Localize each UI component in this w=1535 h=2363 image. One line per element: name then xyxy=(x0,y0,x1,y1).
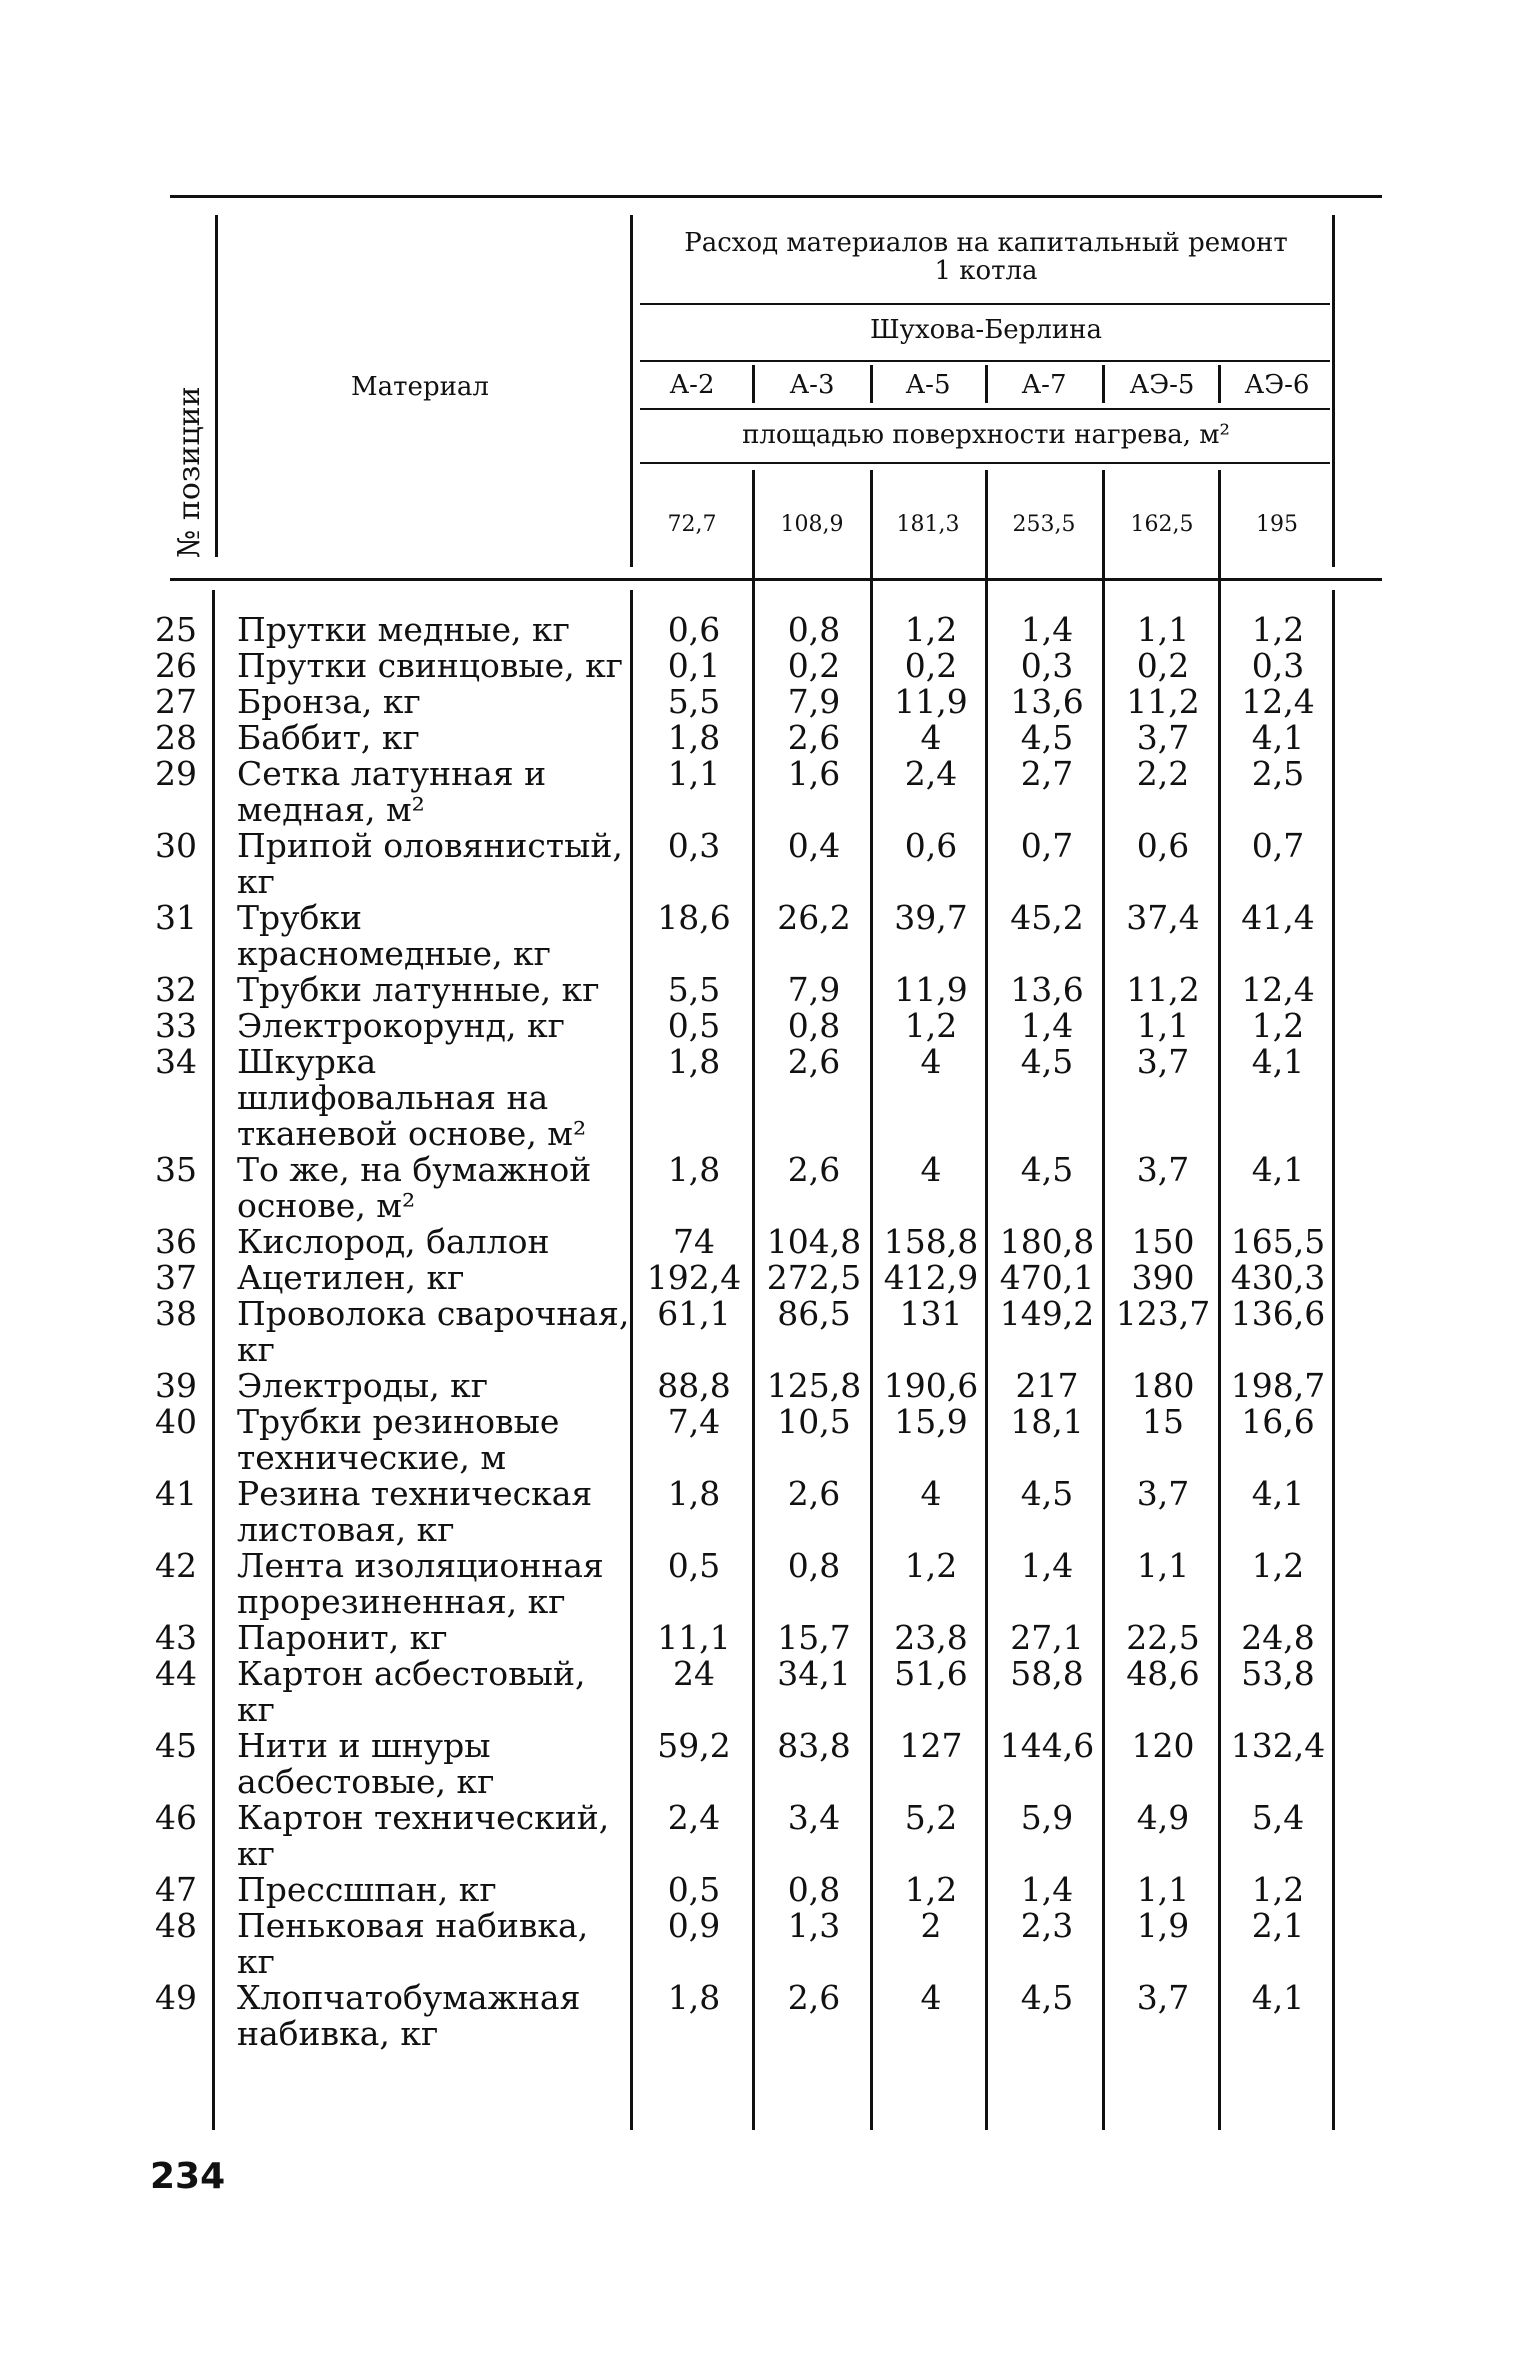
col-divider-position xyxy=(215,215,218,557)
value-cell: 2,3 xyxy=(1020,1906,1074,1945)
value-cell: 7,9 xyxy=(787,682,841,721)
position-number: 35 xyxy=(155,1150,197,1189)
value-cell: 198,7 xyxy=(1230,1366,1326,1405)
value-cell: 18,1 xyxy=(1010,1402,1084,1441)
value-cell: 51,6 xyxy=(894,1654,968,1693)
position-number: 37 xyxy=(155,1258,197,1297)
table-row xyxy=(155,1044,1335,1152)
area-a2: 72,7 xyxy=(667,512,717,537)
value-cell: 190,6 xyxy=(883,1366,979,1405)
material-name: Хлопчатобумажная набивка, кг xyxy=(237,1978,581,2053)
value-cell: 120 xyxy=(1131,1726,1195,1765)
material-name: Трубки латунные, кг xyxy=(237,970,600,1009)
value-cell: 4,1 xyxy=(1251,1474,1305,1513)
value-cell: 3,4 xyxy=(787,1798,841,1837)
material-name: Резина техническая листовая, кг xyxy=(237,1474,593,1549)
value-cell: 2,6 xyxy=(787,1978,841,2017)
value-cell: 0,4 xyxy=(787,826,841,865)
value-cell: 0,5 xyxy=(667,1006,721,1045)
value-cell: 150 xyxy=(1131,1222,1195,1261)
group-rule-1 xyxy=(640,303,1330,305)
value-cell: 0,6 xyxy=(904,826,958,865)
value-cell: 1,2 xyxy=(1251,1006,1305,1045)
material-name: Припой оловянистый, кг xyxy=(237,826,623,901)
material-name: Электроды, кг xyxy=(237,1366,489,1405)
position-number: 41 xyxy=(155,1474,197,1513)
value-cell: 0,6 xyxy=(667,610,721,649)
value-cell: 26,2 xyxy=(777,898,851,937)
value-cell: 1,8 xyxy=(667,1474,721,1513)
header-bottom-rule xyxy=(170,578,1382,581)
group-rule-3 xyxy=(640,408,1330,410)
value-cell: 7,9 xyxy=(787,970,841,1009)
value-cell: 11,2 xyxy=(1126,682,1200,721)
value-cell: 11,9 xyxy=(894,682,968,721)
value-cell: 3,7 xyxy=(1136,718,1190,757)
value-cell: 3,7 xyxy=(1136,1150,1190,1189)
model-ae6: АЭ-6 xyxy=(1244,370,1310,400)
value-cell: 10,5 xyxy=(777,1402,851,1441)
value-cell: 7,4 xyxy=(667,1402,721,1441)
value-cell: 1,4 xyxy=(1020,1546,1074,1585)
value-cell: 0,2 xyxy=(904,646,958,685)
area-ae6: 195 xyxy=(1256,512,1298,537)
value-cell: 3,7 xyxy=(1136,1978,1190,2017)
table-row xyxy=(155,1908,1335,1980)
value-cell: 2 xyxy=(920,1906,942,1945)
table-row xyxy=(155,1548,1335,1620)
area-a7: 253,5 xyxy=(1012,512,1076,537)
table-row xyxy=(155,972,1335,1008)
table-row xyxy=(155,1008,1335,1044)
value-cell: 2,4 xyxy=(904,754,958,793)
position-number: 44 xyxy=(155,1654,197,1693)
value-cell: 15 xyxy=(1142,1402,1184,1441)
value-cell: 13,6 xyxy=(1010,682,1084,721)
group-rule-4 xyxy=(640,462,1330,464)
value-cell: 4,1 xyxy=(1251,1042,1305,1081)
material-name: Бронза, кг xyxy=(237,682,421,721)
value-cell: 4,5 xyxy=(1020,1474,1074,1513)
position-number: 39 xyxy=(155,1366,197,1405)
value-cell: 5,4 xyxy=(1251,1798,1305,1837)
position-column-header: № позиции xyxy=(172,386,207,558)
table-row xyxy=(155,1224,1335,1260)
position-number: 46 xyxy=(155,1798,197,1837)
value-cell: 53,8 xyxy=(1241,1654,1315,1693)
value-cell: 1,1 xyxy=(1136,1546,1190,1585)
material-name: Ацетилен, кг xyxy=(237,1258,465,1297)
value-cell: 104,8 xyxy=(766,1222,862,1261)
value-cell: 24 xyxy=(673,1654,715,1693)
table-row xyxy=(155,1476,1335,1548)
value-cell: 1,4 xyxy=(1020,1870,1074,1909)
value-cell: 2,6 xyxy=(787,1042,841,1081)
value-cell: 136,6 xyxy=(1230,1294,1326,1333)
value-cell: 412,9 xyxy=(883,1258,979,1297)
value-cell: 0,2 xyxy=(787,646,841,685)
value-cell: 45,2 xyxy=(1010,898,1084,937)
value-cell: 61,1 xyxy=(657,1294,731,1333)
value-cell: 1,2 xyxy=(1251,1546,1305,1585)
material-name: Нити и шнуры асбестовые, кг xyxy=(237,1726,495,1801)
value-cell: 59,2 xyxy=(657,1726,731,1765)
value-cell: 12,4 xyxy=(1241,970,1315,1009)
material-name: Картон технический, кг xyxy=(237,1798,610,1873)
table-row xyxy=(155,1728,1335,1800)
value-cell: 22,5 xyxy=(1126,1618,1200,1657)
value-cell: 5,2 xyxy=(904,1798,958,1837)
value-cell: 2,6 xyxy=(787,1150,841,1189)
materials-table-body xyxy=(155,612,1335,2052)
value-cell: 0,7 xyxy=(1251,826,1305,865)
value-cell: 4,5 xyxy=(1020,1978,1074,2017)
value-cell: 2,6 xyxy=(787,1474,841,1513)
value-cell: 2,5 xyxy=(1251,754,1305,793)
value-cell: 1,9 xyxy=(1136,1906,1190,1945)
material-name: Баббит, кг xyxy=(237,718,420,757)
table-row xyxy=(155,684,1335,720)
boiler-type-title: Шухова-Берлина xyxy=(869,315,1103,345)
table-row xyxy=(155,1656,1335,1728)
value-cell: 390 xyxy=(1131,1258,1195,1297)
position-number: 29 xyxy=(155,754,197,793)
table-row xyxy=(155,756,1335,828)
position-number: 34 xyxy=(155,1042,197,1081)
table-row xyxy=(155,1800,1335,1872)
value-cell: 217 xyxy=(1015,1366,1079,1405)
area-a3: 108,9 xyxy=(780,512,844,537)
value-cell: 12,4 xyxy=(1241,682,1315,721)
materials-table xyxy=(155,612,1335,2052)
col-divider-material xyxy=(630,215,633,567)
position-number: 28 xyxy=(155,718,197,757)
material-name: Паронит, кг xyxy=(237,1618,448,1657)
value-cell: 88,8 xyxy=(657,1366,731,1405)
material-name: Кислород, баллон xyxy=(237,1222,550,1261)
value-cell: 1,2 xyxy=(1251,1870,1305,1909)
area-ae5: 162,5 xyxy=(1130,512,1194,537)
value-cell: 16,6 xyxy=(1241,1402,1315,1441)
value-cell: 0,5 xyxy=(667,1546,721,1585)
value-cell: 158,8 xyxy=(883,1222,979,1261)
group-title-line2: 1 котла xyxy=(934,256,1038,286)
model-a7: А-7 xyxy=(1021,370,1067,400)
value-cell: 5,9 xyxy=(1020,1798,1074,1837)
value-cell: 1,2 xyxy=(1251,610,1305,649)
table-row xyxy=(155,612,1335,648)
value-cell: 149,2 xyxy=(999,1294,1095,1333)
value-cell: 1,2 xyxy=(904,1870,958,1909)
value-cell: 2,7 xyxy=(1020,754,1074,793)
value-cell: 430,3 xyxy=(1230,1258,1326,1297)
value-cell: 1,3 xyxy=(787,1906,841,1945)
value-cell: 0,7 xyxy=(1020,826,1074,865)
value-cell: 1,2 xyxy=(904,1006,958,1045)
page-number: 234 xyxy=(150,2156,226,2197)
material-name: Сетка латунная и медная, м² xyxy=(237,754,547,829)
value-cell: 165,5 xyxy=(1230,1222,1326,1261)
value-cell: 86,5 xyxy=(777,1294,851,1333)
table-row xyxy=(155,1872,1335,1908)
value-cell: 34,1 xyxy=(777,1654,851,1693)
value-cell: 5,5 xyxy=(667,682,721,721)
position-number: 48 xyxy=(155,1906,197,1945)
value-cell: 5,5 xyxy=(667,970,721,1009)
value-cell: 144,6 xyxy=(999,1726,1095,1765)
value-cell: 4 xyxy=(920,718,942,757)
model-a2: А-2 xyxy=(669,370,715,400)
position-number: 33 xyxy=(155,1006,197,1045)
value-cell: 0,9 xyxy=(667,1906,721,1945)
value-cell: 0,3 xyxy=(667,826,721,865)
value-cell: 1,2 xyxy=(904,1546,958,1585)
value-cell: 0,8 xyxy=(787,1546,841,1585)
position-number: 26 xyxy=(155,646,197,685)
table-row xyxy=(155,1368,1335,1404)
value-cell: 4,1 xyxy=(1251,1150,1305,1189)
material-name: Прутки свинцовые, кг xyxy=(237,646,624,685)
value-cell: 0,5 xyxy=(667,1870,721,1909)
value-cell: 3,7 xyxy=(1136,1474,1190,1513)
value-cell: 180,8 xyxy=(999,1222,1095,1261)
value-cell: 23,8 xyxy=(894,1618,968,1657)
value-cell: 24,8 xyxy=(1241,1618,1315,1657)
position-number: 27 xyxy=(155,682,197,721)
position-number: 43 xyxy=(155,1618,197,1657)
material-name: Прессшпан, кг xyxy=(237,1870,497,1909)
top-rule xyxy=(170,195,1382,198)
value-cell: 0,8 xyxy=(787,1006,841,1045)
group-title-line1: Расход материалов на капитальный ремонт xyxy=(684,228,1288,258)
table-row xyxy=(155,648,1335,684)
value-cell: 0,6 xyxy=(1136,826,1190,865)
value-cell: 15,9 xyxy=(894,1402,968,1441)
value-cell: 11,9 xyxy=(894,970,968,1009)
position-number: 31 xyxy=(155,898,197,937)
value-cell: 11,1 xyxy=(657,1618,731,1657)
position-number: 30 xyxy=(155,826,197,865)
value-cell: 0,1 xyxy=(667,646,721,685)
position-number: 32 xyxy=(155,970,197,1009)
table-row xyxy=(155,720,1335,756)
model-a3: А-3 xyxy=(789,370,835,400)
value-cell: 1,2 xyxy=(904,610,958,649)
model-ae5: АЭ-5 xyxy=(1129,370,1195,400)
group-rule-2 xyxy=(640,360,1330,362)
value-cell: 4 xyxy=(920,1474,942,1513)
value-cell: 48,6 xyxy=(1126,1654,1200,1693)
value-cell: 4 xyxy=(920,1978,942,2017)
value-cell: 2,6 xyxy=(787,718,841,757)
material-name: Пеньковая набивка, кг xyxy=(237,1906,589,1981)
value-cell: 2,4 xyxy=(667,1798,721,1837)
table-row xyxy=(155,1404,1335,1476)
material-name: Трубки красномедные, кг xyxy=(237,898,551,973)
value-cell: 0,2 xyxy=(1136,646,1190,685)
value-cell: 1,8 xyxy=(667,1042,721,1081)
value-cell: 1,1 xyxy=(667,754,721,793)
value-cell: 15,7 xyxy=(777,1618,851,1657)
material-name: Трубки резиновые технические, м xyxy=(237,1402,560,1477)
value-cell: 13,6 xyxy=(1010,970,1084,1009)
value-cell: 0,3 xyxy=(1251,646,1305,685)
value-cell: 0,3 xyxy=(1020,646,1074,685)
value-cell: 470,1 xyxy=(999,1258,1095,1297)
area-label: площадью поверхности нагрева, м² xyxy=(742,420,1230,450)
area-a5: 181,3 xyxy=(896,512,960,537)
value-cell: 192,4 xyxy=(646,1258,742,1297)
value-cell: 4,1 xyxy=(1251,1978,1305,2017)
position-number: 25 xyxy=(155,610,197,649)
value-cell: 1,1 xyxy=(1136,1006,1190,1045)
position-number: 40 xyxy=(155,1402,197,1441)
material-name: Проволока сварочная, кг xyxy=(237,1294,630,1369)
value-cell: 39,7 xyxy=(894,898,968,937)
value-cell: 37,4 xyxy=(1126,898,1200,937)
value-cell: 4,1 xyxy=(1251,718,1305,757)
table-row xyxy=(155,1980,1335,2052)
value-cell: 11,2 xyxy=(1126,970,1200,1009)
value-cell: 83,8 xyxy=(777,1726,851,1765)
value-cell: 4,5 xyxy=(1020,1042,1074,1081)
value-cell: 0,8 xyxy=(787,1870,841,1909)
value-cell: 74 xyxy=(673,1222,715,1261)
value-cell: 3,7 xyxy=(1136,1042,1190,1081)
material-name: Картон асбестовый, кг xyxy=(237,1654,586,1729)
value-cell: 272,5 xyxy=(766,1258,862,1297)
value-cell: 127 xyxy=(899,1726,963,1765)
position-number: 45 xyxy=(155,1726,197,1765)
value-cell: 2,2 xyxy=(1136,754,1190,793)
position-number: 42 xyxy=(155,1546,197,1585)
value-cell: 41,4 xyxy=(1241,898,1315,937)
value-cell: 58,8 xyxy=(1010,1654,1084,1693)
value-cell: 1,4 xyxy=(1020,610,1074,649)
position-number: 38 xyxy=(155,1294,197,1333)
value-cell: 1,4 xyxy=(1020,1006,1074,1045)
value-cell: 18,6 xyxy=(657,898,731,937)
value-cell: 4,9 xyxy=(1136,1798,1190,1837)
value-cell: 2,1 xyxy=(1251,1906,1305,1945)
value-cell: 180 xyxy=(1131,1366,1195,1405)
value-cell: 4,5 xyxy=(1020,1150,1074,1189)
value-cell: 4 xyxy=(920,1042,942,1081)
value-cell: 132,4 xyxy=(1230,1726,1326,1765)
value-cell: 1,1 xyxy=(1136,1870,1190,1909)
value-cell: 4 xyxy=(920,1150,942,1189)
value-cell: 1,8 xyxy=(667,1150,721,1189)
value-cell: 27,1 xyxy=(1010,1618,1084,1657)
material-column-header: Материал xyxy=(351,372,489,402)
table-row xyxy=(155,1620,1335,1656)
value-cell: 123,7 xyxy=(1115,1294,1211,1333)
table-row xyxy=(155,828,1335,900)
value-cell: 0,8 xyxy=(787,610,841,649)
value-cell: 131 xyxy=(899,1294,963,1333)
table-row xyxy=(155,1260,1335,1296)
position-number: 47 xyxy=(155,1870,197,1909)
value-cell: 125,8 xyxy=(766,1366,862,1405)
table-row xyxy=(155,900,1335,972)
position-number: 36 xyxy=(155,1222,197,1261)
position-number: 49 xyxy=(155,1978,197,2017)
material-name: Электрокорунд, кг xyxy=(237,1006,565,1045)
material-name: Шкурка шлифовальная на тканевой основе, м² xyxy=(237,1042,587,1153)
model-a5: А-5 xyxy=(905,370,951,400)
value-cell: 1,6 xyxy=(787,754,841,793)
value-cell: 1,8 xyxy=(667,1978,721,2017)
value-cell: 4,5 xyxy=(1020,718,1074,757)
material-name: То же, на бумажной основе, м² xyxy=(237,1150,592,1225)
value-cell: 1,1 xyxy=(1136,610,1190,649)
table-row xyxy=(155,1152,1335,1224)
material-name: Лента изоляционная прорезиненная, кг xyxy=(237,1546,604,1621)
table-row xyxy=(155,1296,1335,1368)
material-name: Прутки медные, кг xyxy=(237,610,570,649)
value-cell: 1,8 xyxy=(667,718,721,757)
